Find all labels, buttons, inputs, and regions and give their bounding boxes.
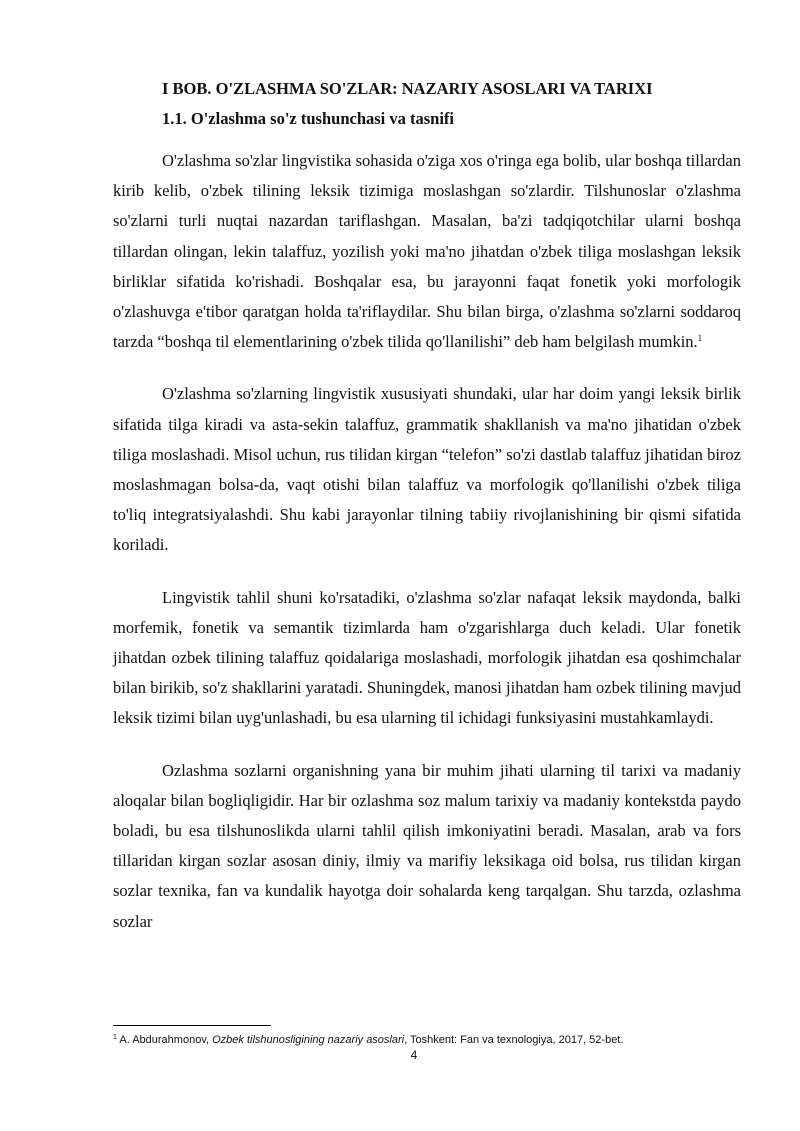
footnote-title: Ozbek tilshunosligining nazariy asoslari xyxy=(212,1034,405,1046)
paragraph-1 xyxy=(113,146,741,357)
footnote xyxy=(113,1033,741,1047)
paragraph-3: Lingvistik tahlil shuni ko'rsatadiki, o'zlashma so'zlar nafaqat leksik maydonda, balki morfemik, fonetik va semantik tizimlarda ham o'zgarishlarga duch keladi. Ular fonetik jihatdan ozbek tilining talaffuz qoidalariga moslashadi, morfologik jihatdan esa qoshimchalar bilan birikib, so'z shakllarini yaratadi. Shuningdek, manosi jihatdan ham ozbek tilining mavjud leksik tizimi bilan uyg'unlashadi, bu esa ularning til ichidagi funksiyasini mustahkamlaydi. xyxy=(113,587,741,728)
page-content xyxy=(113,74,741,937)
paragraph-4: Ozlashma sozlarni organishning yana bir muhim jihati ularning til tarixi va madaniy aloqalar bilan bogliqligidir. Har bir ozlashma soz malum tarixiy va madaniy kontekstda paydo boladi, bu esa tilshunoslikda ularni tahlil qilish imkoniyatini beradi. Masalan, arab va fors tillaridan kirgan sozlar asosan diniy, ilmiy va marifiy leksikaga oid bolsa, rus tilidan kirgan sozlar texnika, fan va kundalik hayotga doir sohalarda keng tarqalgan. Shu tarzda, ozlashma sozlar xyxy=(113,760,741,931)
paragraph-2: O'zlashma so'zlarning lingvistik xususiyati shundaki, ular har doim yangi leksik birlik sifatida tilga kiradi va asta-sekin talaffuz, grammatik shakllanish va ma'no jihatidan o'zbek tiliga moslashadi. Misol uchun, rus tilidan kirgan “telefon” so'zi dastlab talaffuz jihatidan biroz moslashmagan bolsa-da, vaqt otishi bilan talaffuz va morfologik qo'llanilishi o'zbek tiliga to'liq integratsiyalashdi. Shu kabi jarayonlar tilning tabiiy rivojlanishining bir qismi sifatida koriladi. xyxy=(113,384,741,555)
footnote-mark: 1 xyxy=(113,1034,117,1041)
footnote-author: A. Abdurahmonov, xyxy=(119,1034,213,1046)
footnote-details: , Toshkent: Fan va texnologiya, 2017, 52-bet. xyxy=(404,1034,624,1046)
chapter-heading: I BOB. O'ZLASHMA SO'ZLAR: NAZARIY ASOSLARI VA TARIXI xyxy=(162,79,653,98)
footnote-reference[interactable]: 1 xyxy=(697,333,703,344)
section-heading: 1.1. O'zlashma so'z tushunchasi va tasnifi xyxy=(162,109,455,128)
page-number: 4 xyxy=(410,1048,418,1062)
paragraph-1-text: O'zlashma so'zlar lingvistika sohasida o'ziga xos o'ringa ega bolib, ular boshqa tillardan kirib kelib, o'zbek tilining leksik tizimiga moslashgan so'zlardir. Tilshunoslar o'zlashma so'zlarni turli nuqtai nazardan tariflashgan. Masalan, ba'zi tadqiqotchilar ularni boshqa tillardan olingan, lekin talaffuz, yozilish yoki ma'no jihatdan o'zbek tiliga moslashgan leksik birliklar sifatida ko'rishadi. Boshqalar esa, bu jarayonni faqat fonetik yoki morfologik o'zlashuvga e'tibor qaratgan holda ta'riflaydilar. Shu bilan birga, o'zlashma so'zlarni soddaroq tarzda “boshqa til elementlarining o'zbek tilida qo'llanilishi” deb ham belgilash mumkin. xyxy=(113,151,741,352)
footnote-separator xyxy=(113,1025,271,1026)
